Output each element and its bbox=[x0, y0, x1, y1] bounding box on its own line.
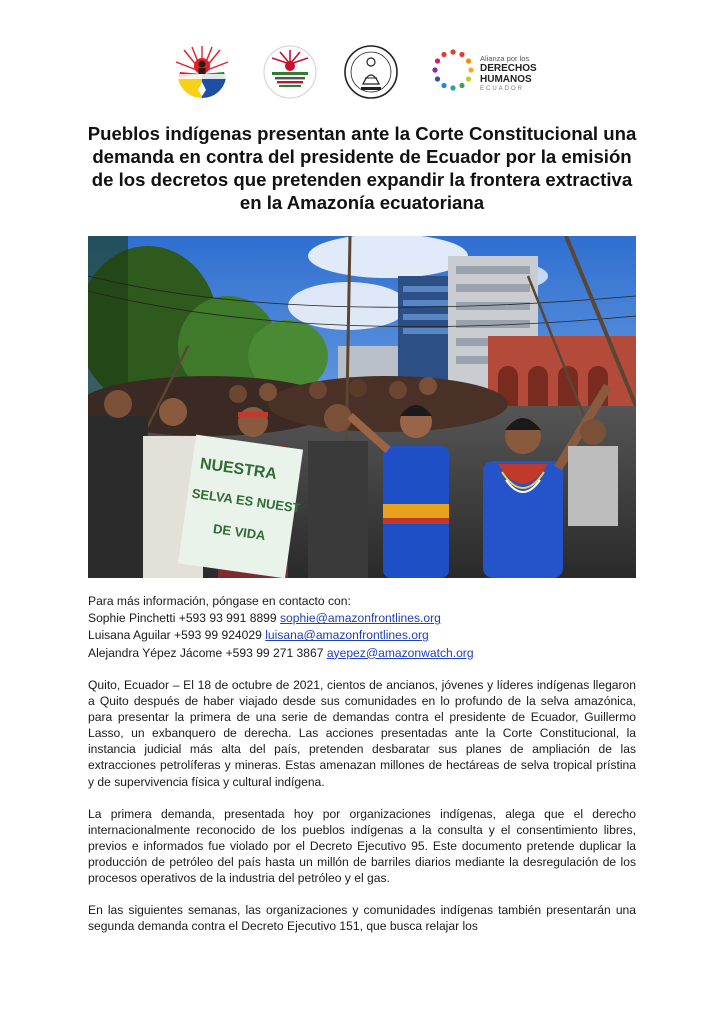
logo-strip bbox=[172, 44, 552, 100]
email-link[interactable]: luisana@amazonfrontlines.org bbox=[265, 628, 429, 643]
contact-line bbox=[88, 610, 636, 627]
alianza-line1: Alianza por los bbox=[480, 54, 530, 63]
contact-name: Alejandra Yépez Jácome +593 99 271 3867 bbox=[88, 645, 324, 660]
alianza-ddhh-logo-icon bbox=[430, 48, 476, 94]
banner-line3: DE VIDA bbox=[212, 520, 267, 544]
alianza-ddhh-logo bbox=[430, 44, 552, 100]
banner-line2: SELVA ES NUEST bbox=[190, 485, 302, 516]
contact-name: Luisana Aguilar +593 99 924029 bbox=[88, 628, 262, 643]
paragraph: La primera demanda, presentada hoy por organizaciones indígenas, alega que el derecho internacionalmente reconocido de los pueblos indígenas a la consulta y el consentimiento libres, previos e informados fue violado por el Decreto Ejecutivo 95. Este documento pretende duplicar la producción de petróleo del país hasta un millón de barriles diarios mediante la desregulación de los procesos operativos de la industria del petróleo y el gas. bbox=[88, 806, 636, 886]
confeniae-emblem-icon bbox=[260, 44, 320, 100]
body-text bbox=[88, 677, 636, 950]
protest-march-photo bbox=[88, 236, 636, 578]
contact-block bbox=[88, 593, 636, 662]
contact-intro: Para más información, póngase en contacto con: bbox=[88, 594, 351, 608]
alianza-line4: ECUADOR bbox=[480, 86, 525, 92]
alianza-line3: HUMANOS bbox=[480, 74, 532, 85]
email-link[interactable]: sophie@amazonfrontlines.org bbox=[280, 611, 441, 626]
contact-line bbox=[88, 645, 636, 662]
document-title: Pueblos indígenas presentan ante la Corte Constitucional una demanda en contra del presidente de Ecuador por la emisión de los decretos que pretenden expandir la frontera extractiva en la Amazonía ecuatoriana bbox=[87, 123, 637, 213]
contact-name: Sophie Pinchetti +593 93 991 8899 bbox=[88, 611, 277, 626]
email-link[interactable]: ayepez@amazonwatch.org bbox=[326, 645, 474, 660]
paragraph: En las siguientes semanas, las organizaciones y comunidades indígenas también presentarán una segunda demanda contra el Decreto Ejecutivo 151, que busca relajar los bbox=[88, 903, 636, 934]
paragraph: Quito, Ecuador – El 18 de octubre de 2021, cientos de ancianos, jóvenes y líderes indígenas llegaron a Quito después de haber viajado desde sus comunidades en lo profundo de la selva amazónica, para presentar la primera de una serie de demandas contra el presidente de Ecuador, Guillermo Lasso, un exbanquero de derecha. Las acciones presentadas ante la Corte Constitucional, la instancia judicial más alta del país, pretenden desbaratar sus planes de ampliación de las extracciones petrolíferas y mineras. Estas amenazan millones de hectáreas de selva tropical prístina y de supervivencia física y cultural indígena. bbox=[88, 678, 636, 789]
conaie-emblem-icon bbox=[172, 44, 232, 100]
alianza-line2: DERECHOS bbox=[480, 63, 537, 74]
banner-line1: NUESTRA bbox=[198, 455, 278, 484]
photo-illustration bbox=[88, 236, 636, 578]
contact-line bbox=[88, 627, 636, 644]
organization-seal-icon bbox=[342, 44, 400, 100]
